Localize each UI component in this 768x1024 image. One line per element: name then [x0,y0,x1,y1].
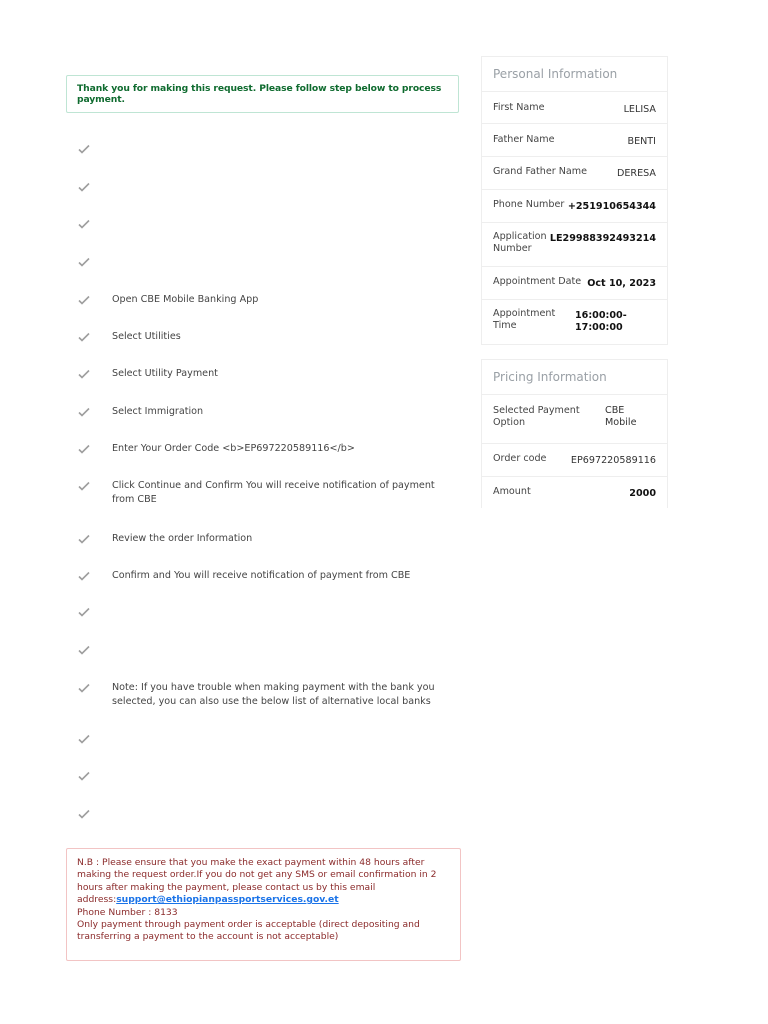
check-icon [76,441,92,457]
pricing-info-title: Pricing Information [482,360,667,395]
phone-value: +251910654344 [567,201,656,212]
check-icon [76,478,92,494]
personal-info-title: Personal Information [482,57,667,92]
phone-row [482,190,667,223]
step-item [76,531,456,555]
step-item [76,292,456,316]
check-icon [76,179,92,195]
check-icon [76,366,92,382]
amount-value: 2000 [629,488,656,499]
appointment-date-label: Appointment Date [493,276,582,287]
phone-label: Phone Number [493,199,565,210]
amount-row [482,477,667,509]
step-text: Enter Your Order Code <b>EP697220589116</b> [112,443,355,454]
check-icon [76,806,92,822]
step-item [76,404,456,428]
step-item [76,441,456,465]
father-name-value: BENTI [627,136,656,147]
order-code-row [482,444,667,477]
step-item [76,141,456,165]
appointment-time-row [482,300,667,344]
step-item [76,731,456,755]
order-code-value: EP697220589116 [570,455,656,466]
step-item [76,216,456,240]
step-text: Note: If you have trouble when making payment with the bank you selected, you can also use the below list of alternative local banks [112,682,435,707]
step-text: Confirm and You will receive notification of payment from CBE [112,570,411,581]
step-text: Select Utility Payment [112,368,218,379]
notice-phone: Phone Number : 8133 [77,906,178,918]
step-item [76,806,456,830]
step-item [76,366,456,390]
step-item [76,179,456,203]
success-alert [66,75,459,113]
amount-label: Amount [493,486,531,497]
personal-info-card [481,56,668,345]
check-icon [76,642,92,658]
grand-father-row [482,157,667,190]
check-icon [76,768,92,784]
check-icon [76,329,92,345]
step-text: Open CBE Mobile Banking App [112,294,259,305]
step-text: Review the order Information [112,533,253,544]
step-item [76,642,456,666]
payment-option-value: CBE Mobile [605,405,637,428]
order-code-label: Order code [493,453,547,464]
application-number-value: LE29988392493214 [549,233,656,244]
appointment-date-value: Oct 10, 2023 [587,278,656,289]
support-email-link[interactable]: support@ethiopianpassportservices.gov.et [116,894,339,906]
check-icon [76,292,92,308]
grand-father-value: DERESA [616,168,656,179]
step-item [76,680,456,707]
appointment-time-value: 16:00:00-17:00:00 [575,310,627,333]
check-icon [76,531,92,547]
first-name-label: First Name [493,102,545,113]
payment-option-label: Selected Payment Option [493,405,580,428]
application-number-label: Application Number [493,231,547,254]
payment-option-row [482,395,667,444]
father-name-row [482,124,667,157]
notice-text: N.B : Please ensure that you make the exact payment within 48 hours after making the request order.If you do not get any SMS or email confirmation in 2 hours after making the payment, please contact us by this email address: [77,857,437,906]
check-icon [76,254,92,270]
step-item [76,768,456,792]
notice-alert [66,848,461,961]
first-name-value: LELISA [623,104,656,115]
application-number-row [482,223,667,267]
check-icon [76,680,92,696]
step-item [76,478,456,505]
first-name-row [482,92,667,124]
check-icon [76,216,92,232]
step-item [76,254,456,278]
appointment-time-label: Appointment Time [493,308,556,331]
grand-father-label: Grand Father Name [493,166,588,177]
pricing-info-card [481,359,668,508]
step-item [76,604,456,628]
step-item [76,568,456,592]
success-message: Thank you for making this request. Please follow step below to process payment. [77,83,442,105]
check-icon [76,141,92,157]
notice-text-2: Only payment through payment order is acceptable (direct depositing and transferring a payment to the account is not acceptable) [77,919,420,943]
step-item [76,329,456,353]
appointment-date-row [482,267,667,300]
check-icon [76,731,92,747]
check-icon [76,404,92,420]
step-text: Select Utilities [112,331,181,342]
step-text: Click Continue and Confirm You will receive notification of payment from CBE [112,480,435,505]
check-icon [76,604,92,620]
check-icon [76,568,92,584]
step-text: Select Immigration [112,406,204,417]
father-name-label: Father Name [493,134,555,145]
